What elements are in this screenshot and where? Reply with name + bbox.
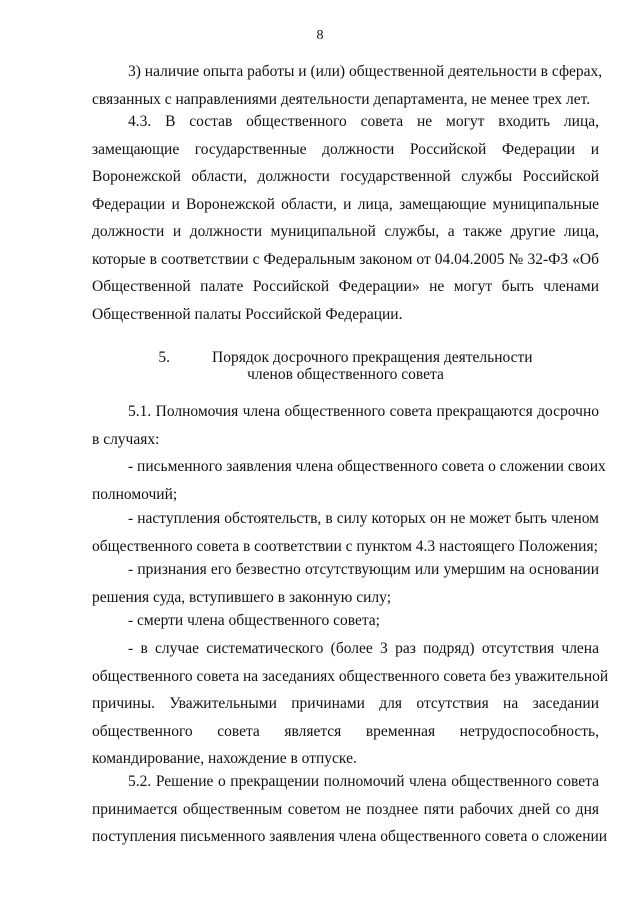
list-item-missing-or-deceased [92,556,599,611]
text-line: Общественной палаты Российской Федерации. [92,305,403,323]
text-line: связанных с направлениями деятельности департамента, не менее трех лет. [92,90,591,108]
text-line: - наступления обстоятельств, в силу которых он не может быть членом [128,510,599,527]
text-line: в случаях: [92,430,160,448]
paragraph-5-2 [92,768,608,851]
text-line: поступления письменного заявления члена общественного совета о сложении [92,828,608,845]
paragraph-4-3 [92,108,599,328]
section-title-line-1: Порядок досрочного прекращения деятельности [212,349,533,366]
section-heading [92,349,599,383]
text-line: замещающие государственные должности Российской Федерации и [92,140,599,158]
text-line: командирование, нахождение в отпуске. [92,750,357,767]
text-line: принимается общественным советом не позднее пяти рабочих дней со дня [92,800,599,818]
text-line: 5.2. Решение о прекращении полномочий члена общественного совета [128,773,599,790]
list-item-systematic-absence [92,635,609,773]
text-line: общественного совета является временная нетрудоспособность, [92,722,599,740]
section-title-line-2: членов общественного совета [247,366,444,383]
text-line: Федерации и Воронежской области, и лица, замещающие муниципальные [92,195,599,213]
text-line: 3) наличие опыта работы и (или) общественной деятельности в сферах, [128,63,603,80]
text-line: Общественной палате Российской Федерации» не могут быть членами [92,278,599,295]
text-line: решения суда, вступившего в законную силу; [92,588,391,606]
text-line: должности и должности муниципальной службы, а также другие лица, [92,223,599,240]
section-number: 5. [158,349,171,366]
paragraph-5-1 [92,398,599,453]
text-line: общественного совета в соответствии с пунктом 4.3 настоящего Положения; [92,537,598,555]
text-line: полномочий; [92,485,178,503]
list-item-death [92,607,599,635]
text-line: - признания его безвестно отсутствующим или умершим на основании [128,561,599,578]
text-line: - смерти члена общественного совета; [128,612,380,629]
text-line: - в случае систематического (более 3 раз подряд) отсутствия члена [128,640,599,657]
list-item-circumstances [92,505,599,560]
paragraph-experience [92,58,603,113]
text-line: Воронежской области, должности государственной службы Российской [92,168,599,185]
text-line: которые в соответствии с Федеральным законом от 04.04.2005 № 32-ФЗ «Об [92,250,599,268]
text-line: 5.1. Полномочия члена общественного совета прекращаются досрочно [128,403,599,420]
list-item-written-statement [92,453,606,508]
text-line: общественного совета на заседаниях общественного совета без уважительной [92,667,609,685]
page-number: 8 [316,28,324,43]
text-line: - письменного заявления члена общественного совета о сложении своих [128,458,606,475]
text-line: причины. Уважительными причинами для отсутствия на заседании [92,695,599,712]
text-line: 4.3. В состав общественного совета не могут входить лица, [128,113,599,130]
